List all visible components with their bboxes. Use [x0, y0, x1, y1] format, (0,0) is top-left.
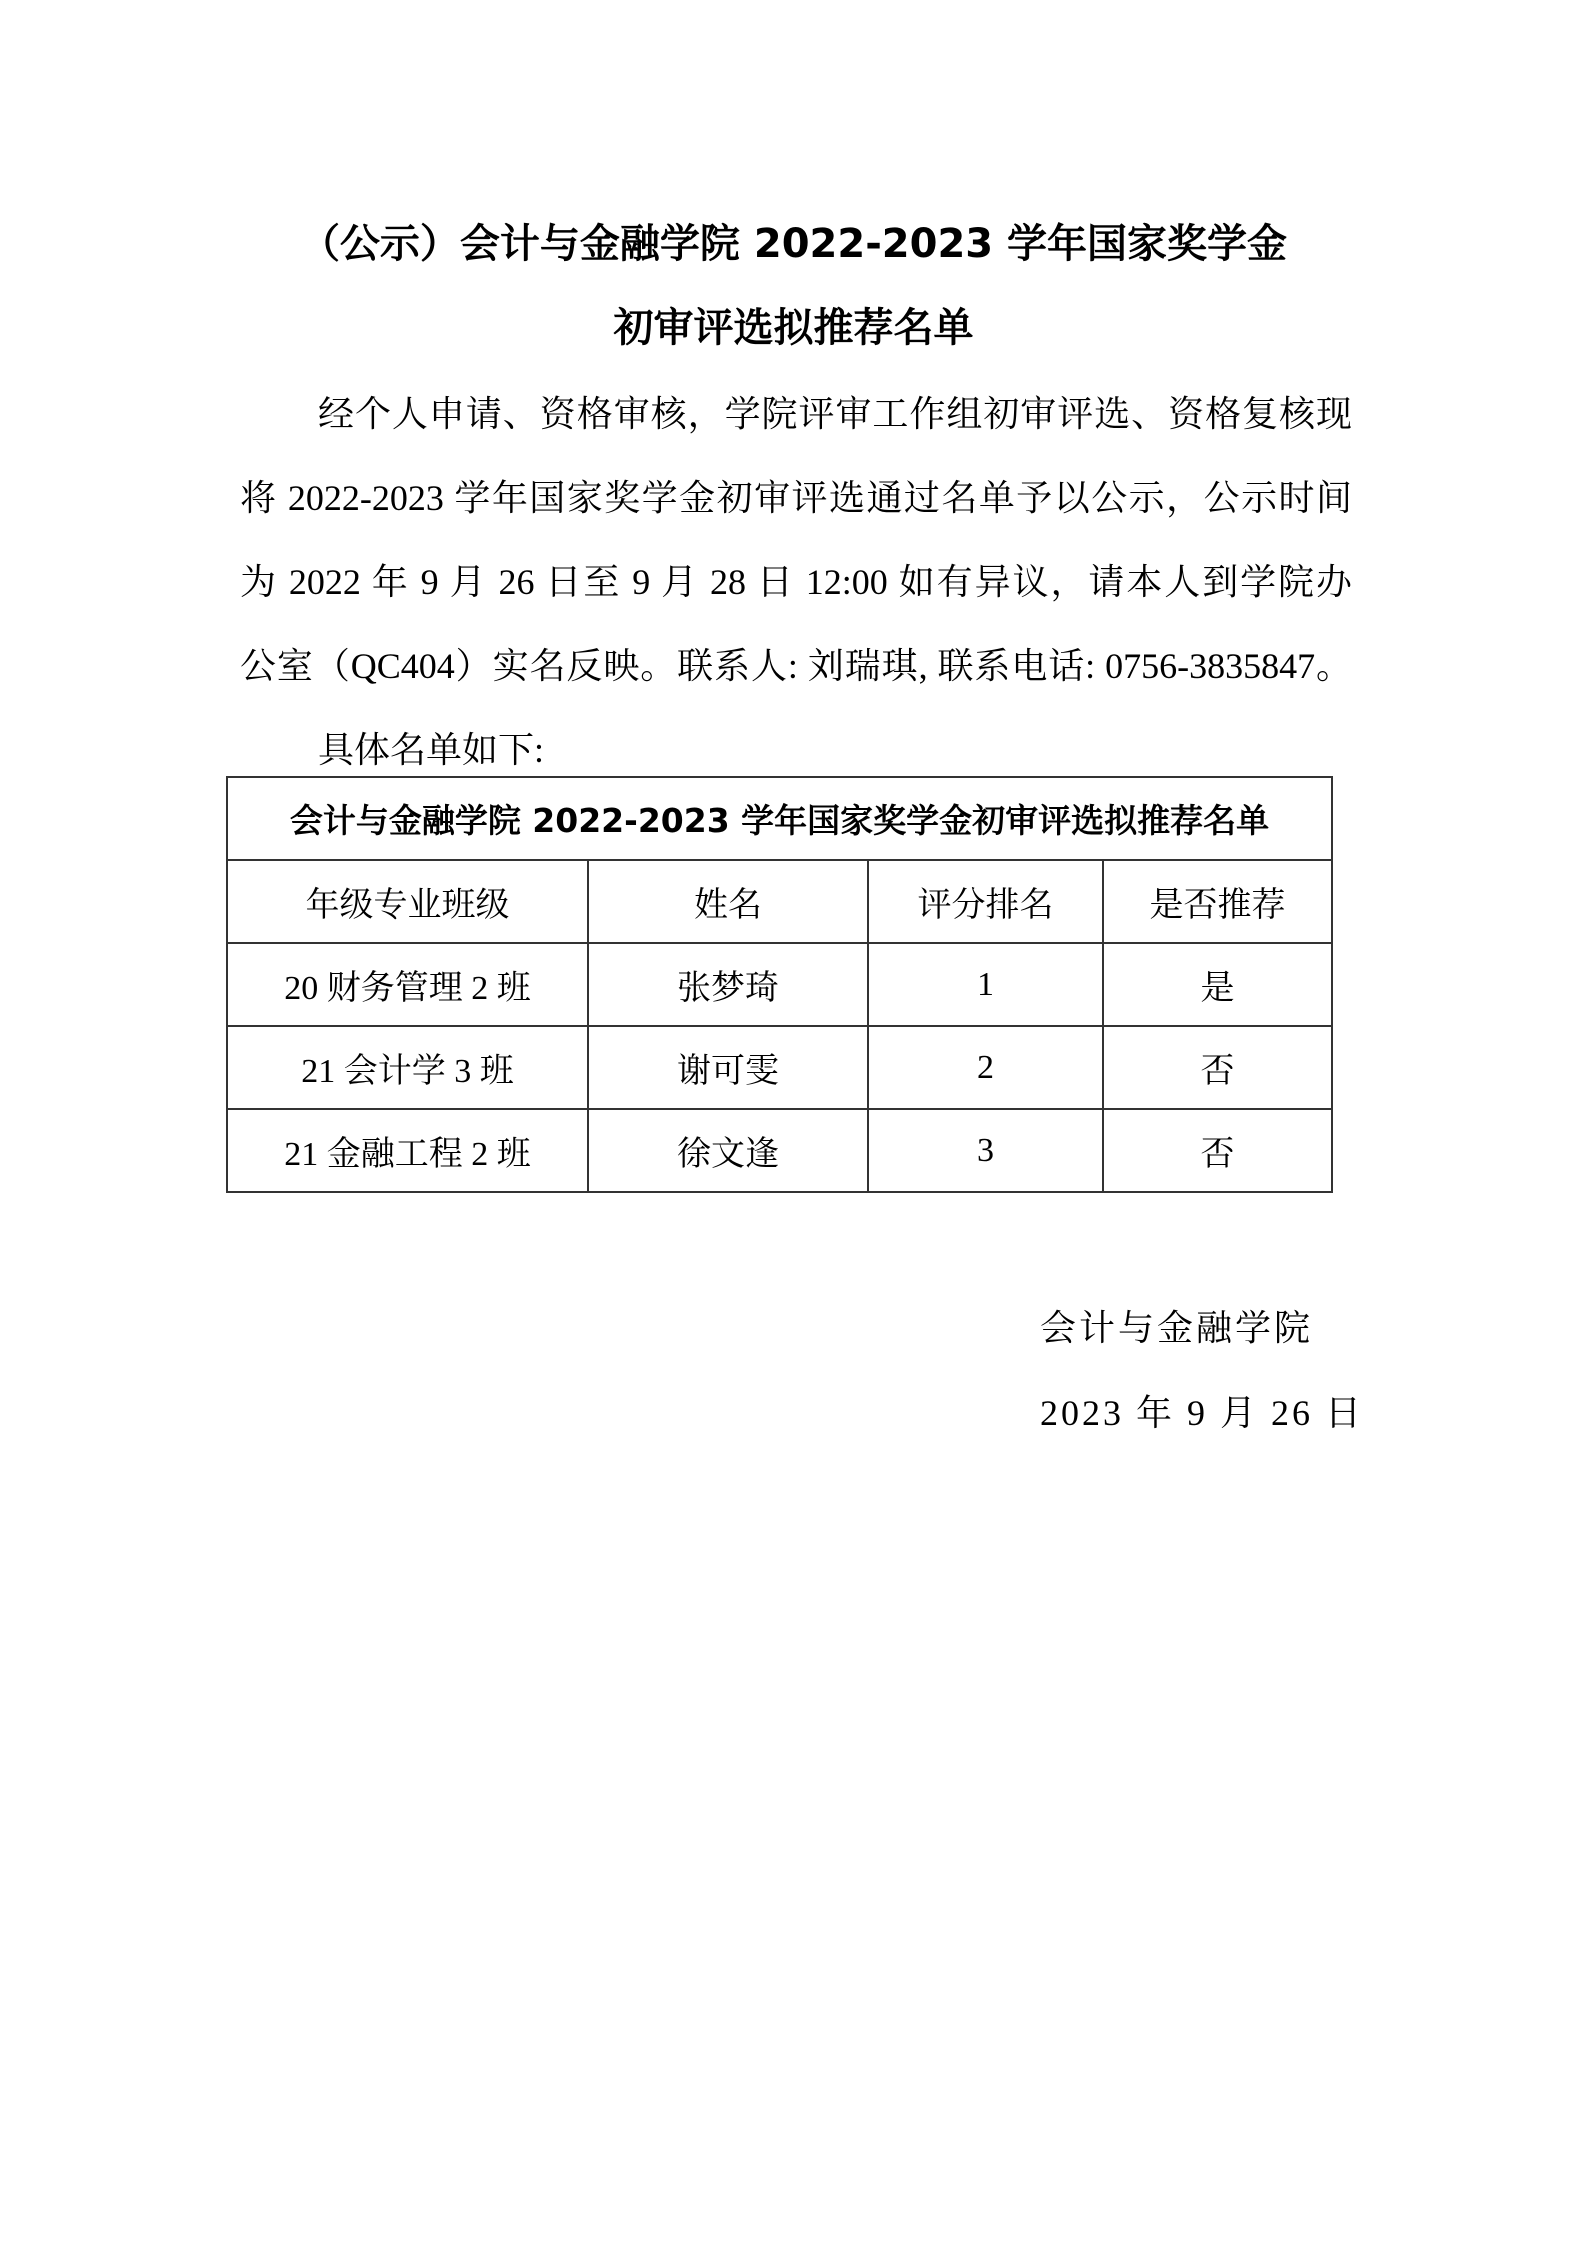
header-class: 年级专业班级 — [227, 860, 588, 943]
header-name: 姓名 — [588, 860, 868, 943]
table-row — [227, 1026, 1332, 1109]
table-header-row — [227, 860, 1332, 943]
document-title-line-2: 初审评选拟推荐名单 — [613, 305, 974, 351]
paragraph-line: 为 2022 年 9 月 26 日至 9 月 28 日 12:00 如有异议，请本人到学院办 — [240, 562, 1352, 602]
header-rank: 评分排名 — [868, 860, 1103, 943]
signature-organization: 会计与金融学院 — [1040, 1308, 1314, 1348]
cell-name: 徐文逢 — [588, 1109, 868, 1192]
list-intro-line: 具体名单如下: — [318, 730, 545, 770]
table-row — [227, 1109, 1332, 1192]
signature-date: 2023 年 9 月 26 日 — [1040, 1393, 1365, 1433]
cell-class: 20 财务管理 2 班 — [227, 943, 588, 1026]
header-recommended: 是否推荐 — [1103, 860, 1332, 943]
table-row — [227, 943, 1332, 1026]
cell-class: 21 会计学 3 班 — [227, 1026, 588, 1109]
recommendation-table-container — [226, 776, 1331, 1193]
cell-name: 张梦琦 — [588, 943, 868, 1026]
cell-recommended: 否 — [1103, 1109, 1332, 1192]
cell-rank: 1 — [868, 943, 1103, 1026]
cell-recommended: 否 — [1103, 1026, 1332, 1109]
paragraph-line: 公室（QC404）实名反映。联系人: 刘瑞琪, 联系电话: 0756-3835847。 — [240, 646, 1352, 686]
cell-class: 21 金融工程 2 班 — [227, 1109, 588, 1192]
document-title-line-1: （公示）会计与金融学院 2022-2023 学年国家奖学金 — [299, 221, 1288, 267]
paragraph-line: 经个人申请、资格审核，学院评审工作组初审评选、资格复核现 — [318, 394, 1352, 434]
recommendation-table — [226, 776, 1333, 1193]
cell-recommended: 是 — [1103, 943, 1332, 1026]
cell-rank: 3 — [868, 1109, 1103, 1192]
table-caption: 会计与金融学院 2022-2023 学年国家奖学金初审评选拟推荐名单 — [227, 777, 1332, 860]
cell-rank: 2 — [868, 1026, 1103, 1109]
cell-name: 谢可雯 — [588, 1026, 868, 1109]
table-caption-row — [227, 777, 1332, 860]
announcement-paragraph — [240, 372, 1352, 792]
paragraph-line: 将 2022-2023 学年国家奖学金初审评选通过名单予以公示，公示时间 — [240, 478, 1352, 518]
